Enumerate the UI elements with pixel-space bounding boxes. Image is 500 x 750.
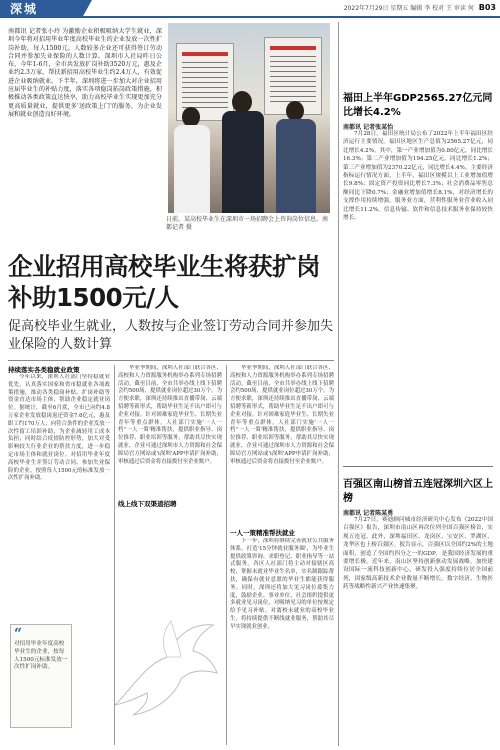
- person-figure: [276, 119, 316, 213]
- section-heading: 线上线下双渠道招聘: [118, 500, 177, 508]
- masthead: [0, 0, 500, 18]
- photo-caption: 日前，某高校毕业生在深圳市一场招聘会上咨询岗位信息。南都记者 摄: [166, 216, 329, 231]
- column-divider: [338, 22, 339, 746]
- side-reporter-2: 南都讯 记者陈某勇: [343, 510, 394, 517]
- column-divider: [114, 365, 115, 745]
- page-number: B03: [478, 3, 496, 12]
- person-figure: [174, 125, 210, 213]
- side-article-body-1: 7月28日，福田区统计局公布了2022年上半年福田区经济运行主要情况。福田区地区生产总值为2565.27亿元，同比增长4.2%。其中，第一产业增加值为0.80亿元，同比增长16.3%；第二产业增加值为194.25亿元，同比增长1.2%；第三产业增加值为2370.22亿元，同比增长4.4%。主要经济指标运行情况方面，上半年，福田区规模以上工业增加值增长9.8%；固定资产投资同比增长7.3%；社会消费品零售总额同比下降0.7%；金融业增加值增长8.1%，对经济增长的支撑作用持续增强。服务业方面，营利性服务业营业收入同比增长11.2%，信息传输、软件和信息技术服务业保持较快增长。: [343, 131, 493, 222]
- side-divider: [343, 466, 493, 467]
- person-head: [232, 91, 252, 113]
- section-heading: 一人一策精准帮扶就业: [230, 529, 295, 537]
- person-head: [182, 107, 200, 127]
- article-column-1: 今年以来，深圳人社部门坚持稳就业优先，认真落实国家和省市稳就业各项政策措施，推动各类稳岗补贴、扩岗补助等资金直达市场主体，帮助企业稳定就业岗位。据统计，截至6月底，全市已向约4.8万家企业发放稳岗返还资金7.6亿元，惠及职工约170万人；向符合条件的企业发放一次性留工培训补助，为企业减轻用工成本负担；同时结合疫情防控形势，加大对受影响较大行业企业的帮扶力度，进一步稳定市场主体和就业岗位。对招用毕业年度高校毕业生并签订劳动合同、参加失业保险的企业，按照每人1500元的标准发放一次性扩岗补助。: [8, 374, 110, 482]
- person-head: [286, 101, 304, 121]
- side-headline-2: 百强区南山榜首五连冠深圳六区上榜: [343, 479, 493, 504]
- pull-quote-text: 对招用毕业年度高校毕业生的企业，按每人1500元标准发放一次性扩岗补助。: [14, 641, 68, 671]
- dove-illustration: [105, 595, 225, 745]
- issue-date-editors: 2022年7月29日 星期五 编辑 李 校对 王 审读 何: [343, 5, 474, 12]
- person-figure: [222, 111, 264, 213]
- issue-info: [344, 3, 496, 12]
- column-divider: [226, 365, 227, 745]
- lead-paragraph: 南都讯 记者张小玲 为激励企业积极吸纳大学生就业，深圳今年将对招用毕业年度高校毕业生的企业发放一次性扩岗补助，每人1500元。人数较多企业还可获得签订劳动合同并参加失业保险的人数计算。深圳市人社局昨日公布，今年1-6月，全市共发放扩岗补助3520万元，惠及企业约2.3万家，帮扶新招用高校毕业生约2.4万人，有效促进企业吸纳就业。下半年，深圳将进一步加大对企业招用应届毕业生的补贴力度，落实各项稳岗拓岗政策措施，积极推动各类政策直达快享，助力高校毕业生实现更加充分更高质量就业，提供更多'送政策上门'的服务，为企业发展和就业创造良好环境。: [8, 28, 162, 118]
- news-photo: [168, 23, 330, 213]
- side-article-body-2: 7月27日，赛迪顾问城市经济研究中心发布《2022中国百强区》报告，深圳市南山区再次位列全国百强区榜首，实现五连冠。此外，深圳福田区、龙岗区、宝安区、罗湖区、龙华区也上榜百强区。报告显示，百强区以全国约2%的土地面积，创造了全国约四分之一的GDP，是我国经济发展的重要增长极。近年来，南山区坚持创新驱动发展战略，加快建设国际一流科技创新中心，研发投入强度持续位居全国前列，国家级高新技术企业数量不断增长，数字经济、生物医药等战略性新兴产业快速集聚。: [343, 517, 493, 591]
- section-heading: 持续落实各类稳就业政策: [8, 366, 80, 374]
- side-reporter-1: 南都讯 记者张某怡: [343, 124, 394, 131]
- article-column-2: 毕业季期间，深圳人社部门联合各区、高校和人力资源服务机构举办系列专场招聘活动。截至目前，全市共举办线上线下招聘会约500场，提供就业岗位超过30万个。为方便求职，深圳还持续推出直播带岗、云端招聘等新形式，帮助毕业生足不出户即可与企业对接。针对困难家庭毕业生、长期失业青年等重点群体，人社部门实施'一人一档''一人一策'精准帮扶，提供职业指导、岗位推荐、职业培训等服务，帮助其尽快实现就业。企业可通过深圳市人力资源和社会保障局官方网站或'i深圳'APP申请扩岗补助，审核通过后资金将直接拨付至企业账户。: [118, 365, 222, 465]
- main-headline: 企业招用高校毕业生将获扩岗补助1500元/人: [8, 252, 320, 312]
- headline-divider: [8, 360, 334, 361]
- section-tag: 深城: [0, 0, 82, 18]
- quote-mark-icon: “: [14, 626, 23, 642]
- article-column-3: 下一步，深圳将继续完善就业公共服务体系，打造'15分钟就业服务圈'，为毕业生提供政策咨询、求职登记、职业指导等一站式服务。各区人社部门将主动对接辖区高校，掌握未就业毕业生名单，实名制跟踪帮扶，确保有就业意愿的毕业生都能获得服务。同时，深圳还将加大见习岗位募集力度，鼓励企业、事业单位、社会组织提供更多就业见习岗位，对吸纳见习的单位按规定给予见习补贴。对离校未就业的高校毕业生，将持续提供不断线就业服务，帮助其尽早实现就业创业。: [230, 538, 334, 630]
- main-subheadline: 促高校毕业生就业，人数按与企业签订劳动合同并参加失业保险的人数计算: [8, 319, 334, 352]
- side-headline-1: 福田上半年GDP2565.27亿元同比增长4.2%: [343, 93, 493, 118]
- pull-quote: [10, 624, 72, 728]
- article-column-3-top: 毕业季期间，深圳人社部门联合各区、高校和人力资源服务机构举办系列专场招聘活动。截至目前，全市共举办线上线下招聘会约500场，提供就业岗位超过30万个。为方便求职，深圳还持续推出直播带岗、云端招聘等新形式，帮助毕业生足不出户即可与企业对接。针对困难家庭毕业生、长期失业青年等重点群体，人社部门实施'一人一档''一人一策'精准帮扶，提供职业指导、岗位推荐、职业培训等服务，帮助其尽快实现就业。企业可通过深圳市人力资源和社会保障局官方网站或'i深圳'APP申请扩岗补助，审核通过后资金将直接拨付至企业账户。: [230, 365, 334, 465]
